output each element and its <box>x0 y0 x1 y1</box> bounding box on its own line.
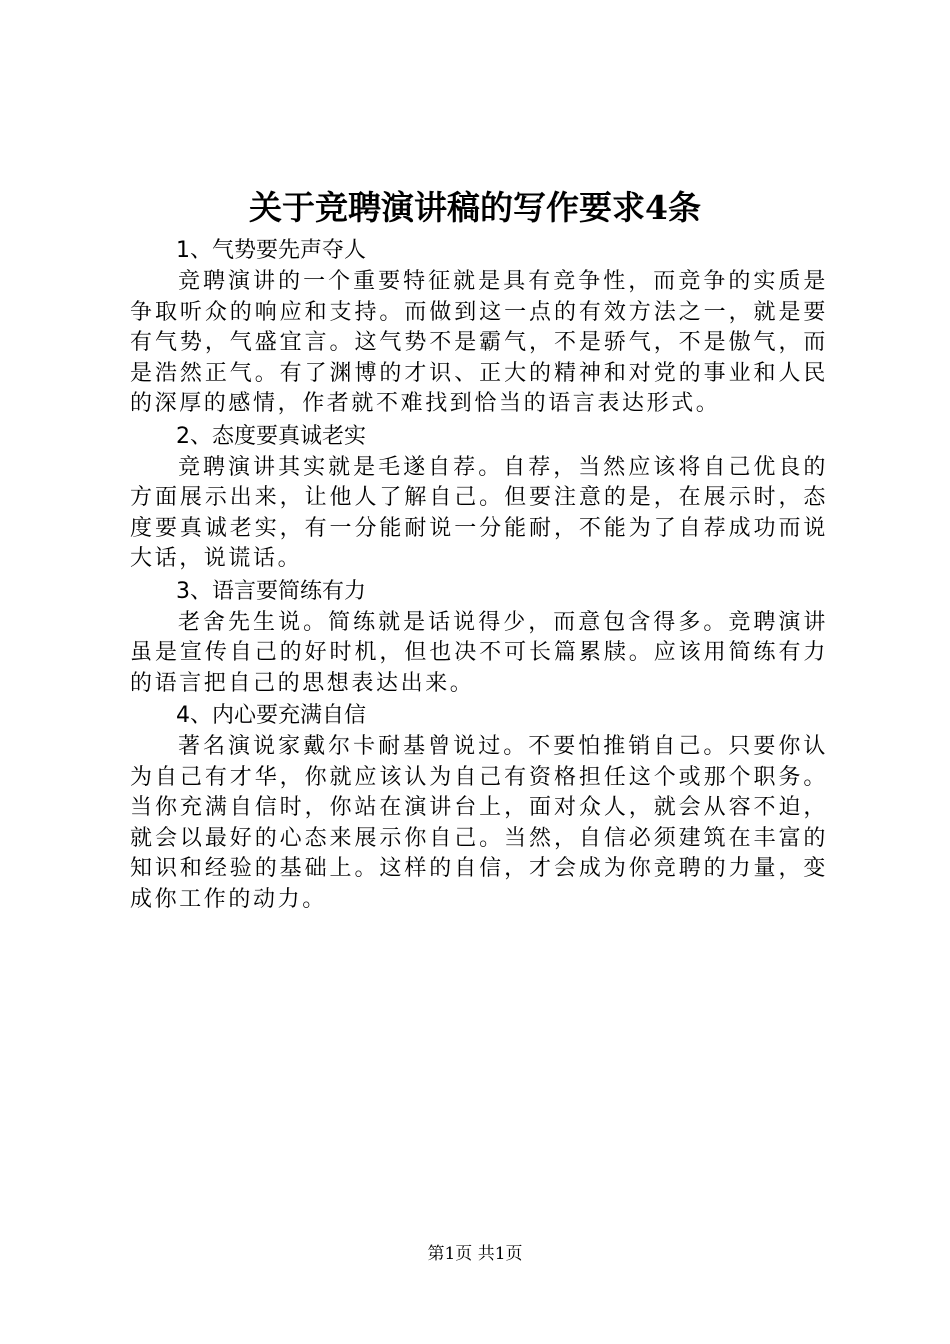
section-heading-4: 4、内心要充满自信 <box>176 703 366 728</box>
section-heading-1: 1、气势要先声夺人 <box>176 238 366 263</box>
section-paragraph-2: 竞聘演讲其实就是毛遂自荐。自荐，当然应该将自己优良的方面展示出来，让他人了解自己。但要注意的是，在展示时，态度要真诚老实，有一分能耐说一分能耐，不能为了自荐成功而说大话，说谎话。 <box>130 454 828 571</box>
section-heading-2: 2、态度要真诚老实 <box>176 423 366 449</box>
section-paragraph-3: 老舍先生说。简练就是话说得少，而意包含得多。竞聘演讲虽是宣传自己的好时机，但也决不可长篇累牍。应该用简练有力的语言把自己的思想表达出来。 <box>130 609 828 696</box>
page-footer: 第1页 共1页 <box>427 1244 523 1264</box>
document-title: 关于竞聘演讲稿的写作要求4条 <box>249 188 701 227</box>
section-paragraph-4: 著名演说家戴尔卡耐基曾说过。不要怕推销自己。只要你认为自己有才华，你就应该认为自己有资格担任这个或那个职务。当你充满自信时，你站在演讲台上，面对众人，就会从容不迫，就会以最好的心态来展示你自己。当然，自信必须建筑在丰富的知识和经验的基础上。这样的自信，才会成为你竞聘的力量，变成你工作的动力。 <box>130 734 828 912</box>
section-heading-3: 3、语言要简练有力 <box>176 578 366 604</box>
section-paragraph-1: 竞聘演讲的一个重要特征就是具有竞争性，而竞争的实质是争取听众的响应和支持。而做到这一点的有效方法之一，就是要有气势，气盛宜言。这气势不是霸气，不是骄气，不是傲气，而是浩然正气。有了渊博的才识、正大的精神和对党的事业和人民的深厚的感情，作者就不难找到恰当的语言表达形式。 <box>130 269 828 416</box>
document-body <box>130 234 828 915</box>
